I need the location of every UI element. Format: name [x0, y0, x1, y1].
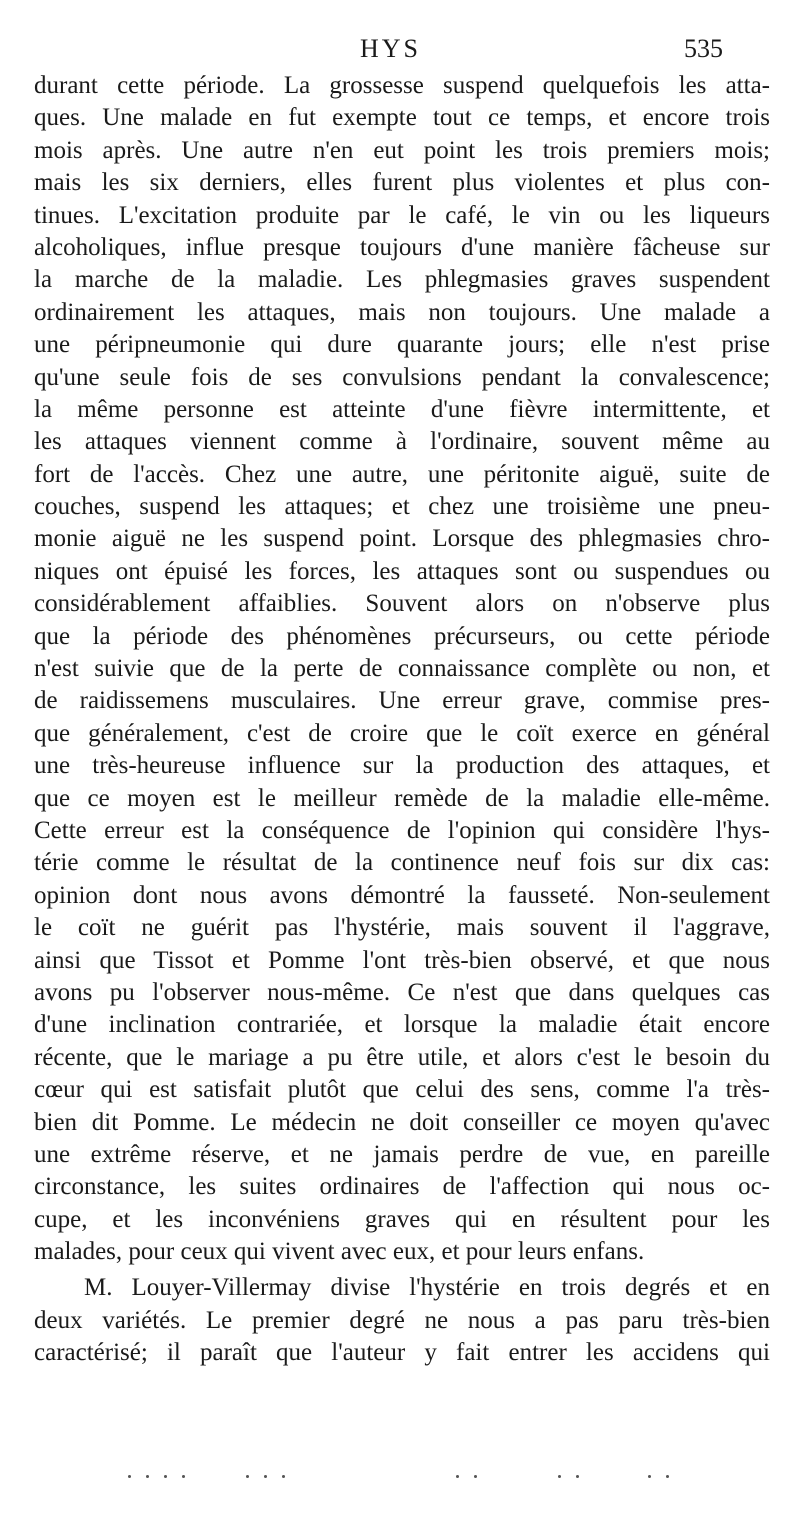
text-line: M. Louyer-Villermay divise l'hystérie en trois degrés et en: [84, 1274, 770, 1302]
text-line: mois après. Une autre n'en eut point les trois premiers mois;: [34, 136, 770, 164]
print-mark: [128, 1475, 131, 1478]
bottom-print-marks: [0, 1475, 800, 1485]
text-line: que ce moyen est le meilleur remède de la maladie elle-même.: [34, 784, 770, 812]
print-mark: [576, 1475, 579, 1478]
text-line: bien dit Pomme. Le médecin ne doit conseiller ce moyen qu'avec: [34, 1108, 770, 1136]
text-line: mais les six derniers, elles furent plus violentes et plus con-: [34, 169, 770, 197]
text-line: durant cette période. La grossesse suspend quelquefois les atta-: [34, 72, 770, 99]
text-line: circonstance, les suites ordinaires de l'affection qui nous oc-: [34, 1173, 770, 1201]
print-mark: [666, 1475, 669, 1478]
print-mark: [146, 1475, 149, 1478]
text-line: le coït ne guérit pas l'hystérie, mais souvent il l'aggrave,: [34, 914, 770, 942]
print-mark: [264, 1475, 267, 1478]
print-mark: [474, 1475, 477, 1478]
text-line: une très-heureuse influence sur la production des attaques, et: [34, 752, 770, 780]
page-number: 535: [684, 34, 723, 63]
text-line: monie aiguë ne les suspend point. Lorsque des phlegmasies chro-: [34, 525, 770, 553]
text-line: fort de l'accès. Chez une autre, une péritonite aiguë, suite de: [34, 460, 770, 488]
text-line: térie comme le résultat de la continence neuf fois sur dix cas:: [34, 849, 770, 877]
body-text: [34, 70, 770, 1370]
print-mark: [648, 1475, 651, 1478]
text-line: considérablement affaiblies. Souvent alors on n'observe plus: [34, 590, 770, 618]
text-line: la marche de la maladie. Les phlegmasies graves suspendent: [34, 266, 770, 294]
text-line: les attaques viennent comme à l'ordinaire, souvent même au: [34, 428, 770, 456]
paragraph: [34, 1272, 770, 1369]
text-line: la même personne est atteinte d'une fièvre intermittente, et: [34, 395, 770, 423]
text-line: opinion dont nous avons démontré la fausseté. Non-seulement: [34, 881, 770, 909]
text-line: n'est suivie que de la perte de connaissance complète ou non, et: [34, 655, 770, 683]
text-line: avons pu l'observer nous-même. Ce n'est que dans quelques cas: [34, 978, 770, 1006]
running-head: HYS: [360, 34, 422, 63]
page-header: [0, 34, 800, 68]
print-mark: [282, 1475, 285, 1478]
text-line: une extrême réserve, et ne jamais perdre de vue, en pareille: [34, 1140, 770, 1168]
text-line: une péripneumonie qui dure quarante jours; elle n'est prise: [34, 331, 770, 359]
print-mark: [456, 1475, 459, 1478]
text-line: que la période des phénomènes précurseurs, ou cette période: [34, 622, 770, 650]
text-line: tinues. L'excitation produite par le café, le vin ou les liqueurs: [34, 201, 770, 229]
text-line: cœur qui est satisfait plutôt que celui des sens, comme l'a très-: [34, 1076, 770, 1104]
print-mark: [164, 1475, 167, 1478]
print-mark: [558, 1475, 561, 1478]
text-line: ainsi que Tissot et Pomme l'ont très-bien observé, et que nous: [34, 946, 770, 974]
print-mark: [182, 1475, 185, 1478]
text-line: malades, pour ceux qui vivent avec eux, et pour leurs enfans.: [34, 1238, 645, 1266]
text-line: cupe, et les inconvéniens graves qui en résultent pour les: [34, 1205, 770, 1233]
text-line: que généralement, c'est de croire que le coït exerce en général: [34, 719, 770, 747]
text-line: caractérisé; il paraît que l'auteur y fait entrer les accidens qui: [34, 1339, 770, 1367]
text-line: qu'une seule fois de ses convulsions pendant la convalescence;: [34, 363, 770, 391]
text-line: de raidissemens musculaires. Une erreur grave, commise pres-: [34, 687, 770, 715]
print-mark: [246, 1475, 249, 1478]
text-line: deux variétés. Le premier degré ne nous a pas paru très-bien: [34, 1306, 770, 1334]
text-line: Cette erreur est la conséquence de l'opinion qui considère l'hys-: [34, 816, 770, 844]
text-line: alcoholiques, influe presque toujours d'une manière fâcheuse sur: [34, 233, 770, 261]
text-line: récente, que le mariage a pu être utile, et alors c'est le besoin du: [34, 1043, 770, 1071]
text-line: ordinairement les attaques, mais non toujours. Une malade a: [34, 298, 770, 326]
paragraph: [34, 70, 770, 1268]
text-line: d'une inclination contrariée, et lorsque la maladie était encore: [34, 1011, 770, 1039]
text-line: couches, suspend les attaques; et chez une troisième une pneu-: [34, 493, 770, 521]
text-line: ques. Une malade en fut exempte tout ce temps, et encore trois: [34, 104, 770, 132]
text-line: niques ont épuisé les forces, les attaques sont ou suspendues ou: [34, 557, 770, 585]
